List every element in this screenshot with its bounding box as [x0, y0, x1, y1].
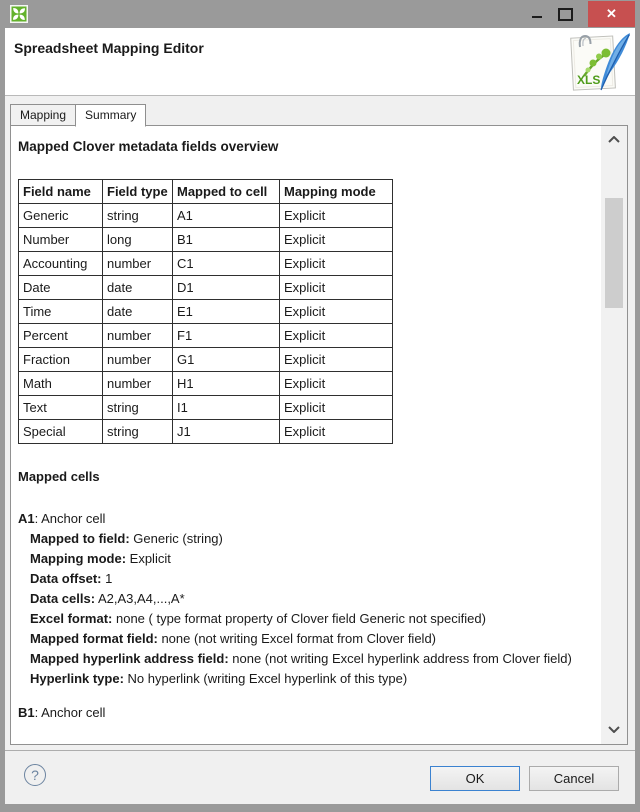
window-controls — [522, 0, 635, 28]
table-cell: Explicit — [280, 324, 393, 348]
table-cell: Explicit — [280, 396, 393, 420]
table-cell: string — [103, 396, 173, 420]
detail-value: Explicit — [126, 551, 171, 566]
table-cell: Explicit — [280, 204, 393, 228]
close-icon: ✕ — [606, 6, 617, 21]
overview-table-body — [19, 204, 393, 444]
table-row — [19, 204, 393, 228]
dialog-client-area — [5, 28, 635, 804]
detail-label: Mapped to field: — [30, 531, 130, 546]
column-header: Field type — [103, 180, 173, 204]
detail-label: Hyperlink type: — [30, 671, 124, 686]
table-cell: number — [103, 348, 173, 372]
detail-value: Generic (string) — [129, 531, 223, 546]
table-cell: long — [103, 228, 173, 252]
scroll-up-button[interactable] — [601, 128, 627, 150]
mapped-cells-heading: Mapped cells — [18, 469, 100, 484]
table-cell: F1 — [173, 324, 280, 348]
overview-heading: Mapped Clover metadata fields overview — [18, 139, 279, 154]
table-cell: date — [103, 276, 173, 300]
table-cell: A1 — [173, 204, 280, 228]
ok-button[interactable]: OK — [430, 766, 520, 791]
detail-label: Mapping mode: — [30, 551, 127, 566]
table-cell: E1 — [173, 300, 280, 324]
detail-label: Data offset: — [30, 571, 102, 586]
a1-block — [18, 509, 594, 689]
maximize-icon — [558, 8, 573, 21]
column-header: Mapping mode — [280, 180, 393, 204]
table-cell: Number — [19, 228, 103, 252]
table-row — [19, 396, 393, 420]
table-cell: Special — [19, 420, 103, 444]
table-cell: string — [103, 204, 173, 228]
table-row — [19, 228, 393, 252]
chevron-up-icon — [608, 136, 620, 143]
table-row — [19, 300, 393, 324]
detail-label: Mapped hyperlink address field: — [30, 651, 229, 666]
dialog-header — [5, 28, 635, 96]
table-cell: I1 — [173, 396, 280, 420]
table-cell: string — [103, 420, 173, 444]
minimize-icon — [532, 16, 542, 18]
table-cell: Explicit — [280, 348, 393, 372]
table-cell: Explicit — [280, 420, 393, 444]
table-cell: G1 — [173, 348, 280, 372]
detail-value: none ( type format property of Clover field Generic not specified) — [112, 611, 486, 626]
scrollbar-thumb[interactable] — [605, 198, 623, 308]
detail-value: none (not writing Excel format from Clover field) — [157, 631, 436, 646]
table-header-row — [19, 180, 393, 204]
detail-line — [18, 549, 594, 569]
minimize-button[interactable] — [522, 1, 551, 27]
table-cell: D1 — [173, 276, 280, 300]
detail-value: none (not writing Excel hyperlink address from Clover field) — [228, 651, 572, 666]
tab-bar — [10, 104, 146, 126]
table-cell: Text — [19, 396, 103, 420]
xls-file-icon — [568, 32, 634, 93]
a1-cell-heading — [18, 509, 594, 529]
close-button[interactable] — [588, 1, 635, 27]
detail-line — [18, 629, 594, 649]
a1-cell-suffix: : Anchor cell — [34, 511, 106, 526]
table-cell: C1 — [173, 252, 280, 276]
table-cell: Accounting — [19, 252, 103, 276]
summary-text — [11, 126, 594, 723]
clover-app-icon — [10, 5, 28, 23]
detail-label: Excel format: — [30, 611, 113, 626]
table-cell: number — [103, 372, 173, 396]
table-cell: Generic — [19, 204, 103, 228]
svg-text:XLS: XLS — [577, 73, 601, 87]
a1-details — [18, 529, 594, 689]
table-cell: number — [103, 252, 173, 276]
table-row — [19, 372, 393, 396]
table-row — [19, 348, 393, 372]
detail-label: Data cells: — [30, 591, 96, 606]
table-row — [19, 252, 393, 276]
table-cell: Explicit — [280, 228, 393, 252]
b1-cell-heading — [18, 703, 594, 723]
cancel-button[interactable]: Cancel — [529, 766, 619, 791]
detail-line — [18, 569, 594, 589]
detail-line — [18, 669, 594, 689]
vertical-scrollbar[interactable] — [601, 126, 627, 744]
column-header: Field name — [19, 180, 103, 204]
titlebar — [0, 0, 640, 28]
b1-cell-suffix: : Anchor cell — [34, 705, 106, 720]
detail-value: A2,A3,A4,...,A* — [95, 591, 185, 606]
table-cell: Math — [19, 372, 103, 396]
help-button[interactable] — [24, 764, 46, 786]
dialog-title: Spreadsheet Mapping Editor — [14, 40, 204, 56]
overview-table — [18, 179, 393, 444]
table-cell: H1 — [173, 372, 280, 396]
table-cell: number — [103, 324, 173, 348]
maximize-button[interactable] — [551, 1, 580, 27]
tab-mapping[interactable]: Mapping — [10, 104, 75, 126]
b1-cell-name: B1 — [18, 705, 35, 720]
button-bar — [5, 750, 635, 804]
chevron-down-icon — [608, 726, 620, 733]
table-row — [19, 324, 393, 348]
summary-panel — [10, 125, 628, 745]
table-cell: Explicit — [280, 300, 393, 324]
detail-line — [18, 589, 594, 609]
detail-line — [18, 649, 594, 669]
table-cell: Explicit — [280, 276, 393, 300]
table-cell: B1 — [173, 228, 280, 252]
table-cell: Percent — [19, 324, 103, 348]
detail-line — [18, 609, 594, 629]
detail-line — [18, 529, 594, 549]
a1-cell-name: A1 — [18, 511, 35, 526]
detail-label: Mapped format field: — [30, 631, 158, 646]
column-header: Mapped to cell — [173, 180, 280, 204]
table-cell: date — [103, 300, 173, 324]
table-cell: Explicit — [280, 372, 393, 396]
question-mark-icon: ? — [31, 767, 39, 783]
table-row — [19, 420, 393, 444]
detail-value: 1 — [101, 571, 113, 586]
table-row — [19, 276, 393, 300]
tab-summary[interactable]: Summary — [75, 104, 146, 127]
table-cell: Time — [19, 300, 103, 324]
table-cell: Explicit — [280, 252, 393, 276]
table-cell: J1 — [173, 420, 280, 444]
detail-value: No hyperlink (writing Excel hyperlink of this type) — [123, 671, 408, 686]
table-cell: Date — [19, 276, 103, 300]
table-cell: Fraction — [19, 348, 103, 372]
scroll-down-button[interactable] — [601, 718, 627, 740]
